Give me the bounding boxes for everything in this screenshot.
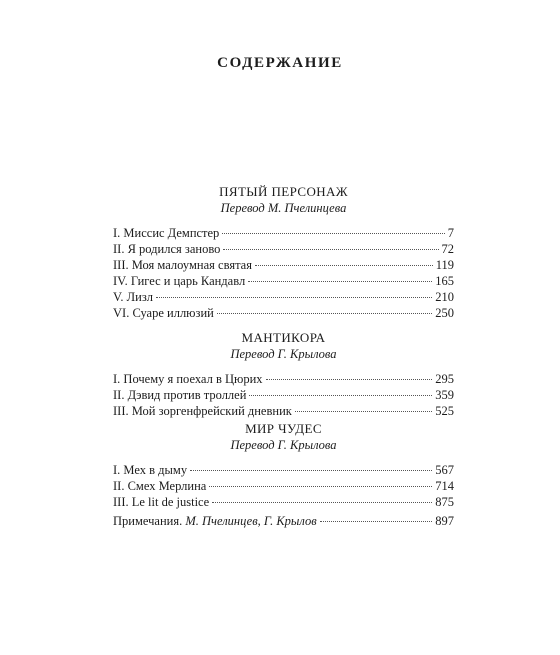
toc-entry[interactable] xyxy=(113,241,454,257)
part-translator: Перевод М. Пчелинцева xyxy=(220,201,347,215)
toc-entry[interactable] xyxy=(113,289,454,305)
entry-page: 359 xyxy=(435,388,454,402)
part-title: ПЯТЫЙ ПЕРСОНАЖ xyxy=(219,184,348,199)
entry-label: V. Лизл xyxy=(113,290,154,304)
entry-page: 567 xyxy=(435,463,454,477)
entry-page: 165 xyxy=(435,274,454,288)
entry-label: III. Мой зоргенфрейский дневник xyxy=(113,404,292,418)
leader-dots xyxy=(249,395,432,396)
entry-label: VI. Суаре иллюзий xyxy=(113,306,214,320)
leader-dots xyxy=(255,265,433,266)
entry-label: III. Моя малоумная святая xyxy=(113,258,252,272)
part-section xyxy=(113,421,454,510)
entry-page: 875 xyxy=(435,495,454,509)
leader-dots xyxy=(156,297,432,298)
part-translator: Перевод Г. Крылова xyxy=(230,347,337,361)
entry-page: 714 xyxy=(435,479,454,493)
entry-label: II. Смех Мерлина xyxy=(113,479,207,493)
leader-dots xyxy=(209,486,432,487)
entry-page: 72 xyxy=(441,242,454,256)
leader-dots xyxy=(320,521,433,522)
entry-page: 525 xyxy=(435,404,454,418)
notes-authors: М. Пчелинцев, Г. Крылов xyxy=(185,514,317,528)
toc-entry[interactable] xyxy=(113,462,454,478)
toc-entry[interactable] xyxy=(113,257,454,273)
part-title: МИР ЧУДЕС xyxy=(245,421,322,436)
part-translator: Перевод Г. Крылова xyxy=(230,438,337,452)
entry-label: I. Мех в дыму xyxy=(113,463,188,477)
notes-label: Примечания. xyxy=(113,514,183,528)
toc-entry[interactable] xyxy=(113,478,454,494)
leader-dots xyxy=(222,233,444,234)
leader-dots xyxy=(190,470,432,471)
toc-entry-notes[interactable] xyxy=(113,513,454,529)
leader-dots xyxy=(248,281,432,282)
toc-entry[interactable] xyxy=(113,273,454,289)
part-section xyxy=(113,330,454,419)
leader-dots xyxy=(217,313,432,314)
entry-page: 295 xyxy=(435,372,454,386)
entry-label: I. Миссис Демпстер xyxy=(113,226,220,240)
toc-entry[interactable] xyxy=(113,371,454,387)
leader-dots xyxy=(212,502,432,503)
entry-page: 210 xyxy=(435,290,454,304)
entry-page: 119 xyxy=(435,258,454,272)
entry-label: I. Почему я поехал в Цюрих xyxy=(113,372,263,386)
toc-entry[interactable] xyxy=(113,494,454,510)
notes-section xyxy=(113,513,454,529)
entry-label xyxy=(113,513,317,529)
leader-dots xyxy=(266,379,433,380)
toc-entry[interactable] xyxy=(113,225,454,241)
part-title: МАНТИКОРА xyxy=(241,330,326,345)
entry-label: IV. Гигес и царь Кандавл xyxy=(113,274,246,288)
entry-label: II. Я родился заново xyxy=(113,242,221,256)
entry-page: 7 xyxy=(447,226,454,240)
entry-label: II. Дэвид против троллей xyxy=(113,388,247,402)
entry-label: III. Le lit de justice xyxy=(113,495,210,509)
leader-dots xyxy=(223,249,438,250)
entry-page: 897 xyxy=(435,514,454,528)
toc-entry[interactable] xyxy=(113,305,454,321)
leader-dots xyxy=(295,411,432,412)
toc-entry[interactable] xyxy=(113,387,454,403)
entry-page: 250 xyxy=(435,306,454,320)
page-title: СОДЕРЖАНИЕ xyxy=(217,55,343,71)
part-section xyxy=(113,184,454,321)
toc-entry[interactable] xyxy=(113,403,454,419)
